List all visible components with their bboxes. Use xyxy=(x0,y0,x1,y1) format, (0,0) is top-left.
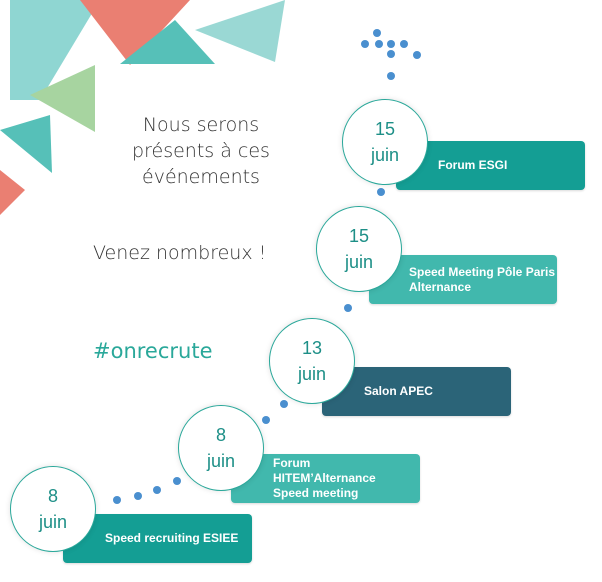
event-date-circle xyxy=(316,206,402,292)
path-dot xyxy=(377,188,385,196)
intro-title: Nous serons présents à ces événements xyxy=(132,114,270,188)
path-dot xyxy=(344,304,352,312)
event-month: juin xyxy=(370,145,400,165)
event-day: 15 xyxy=(374,119,396,139)
event-name: Forum ESGI xyxy=(438,158,508,172)
triangle-shape xyxy=(0,115,52,173)
event-name: Forum HITEM’Alternance Speed meeting xyxy=(273,456,376,500)
event-name: Speed recruiting ESIEE xyxy=(105,531,239,545)
path-dot xyxy=(373,29,381,37)
event-day: 8 xyxy=(47,486,58,506)
event-name: Salon APEC xyxy=(364,384,433,398)
event-day: 8 xyxy=(215,425,226,445)
triangle-shape xyxy=(195,0,285,62)
path-dot xyxy=(375,40,383,48)
path-dot xyxy=(387,50,395,58)
path-dot xyxy=(262,416,270,424)
path-dot xyxy=(361,40,369,48)
path-dot xyxy=(280,400,288,408)
event-month: juin xyxy=(206,451,236,471)
path-dot xyxy=(134,492,142,500)
path-dot xyxy=(173,477,181,485)
event-day: 13 xyxy=(301,338,323,358)
path-dot xyxy=(387,72,395,80)
event-day: 15 xyxy=(348,226,370,246)
path-dot xyxy=(113,496,121,504)
event-month: juin xyxy=(344,252,374,272)
event-date-circle xyxy=(342,99,428,185)
event-date-circle xyxy=(10,466,96,552)
event-name: Speed Meeting Pôle Paris Alternance xyxy=(409,264,556,294)
event-month: juin xyxy=(297,364,327,384)
path-dot xyxy=(153,486,161,494)
event-date-circle xyxy=(178,405,264,491)
event-month: juin xyxy=(38,512,68,532)
path-dot xyxy=(413,51,421,59)
path-dot xyxy=(400,40,408,48)
event-date-circle xyxy=(269,318,355,404)
path-dot xyxy=(387,40,395,48)
triangle-shape xyxy=(0,170,25,215)
hashtag: #onrecrute xyxy=(93,339,213,363)
intro-subtitle: Venez nombreux ! xyxy=(93,242,267,264)
